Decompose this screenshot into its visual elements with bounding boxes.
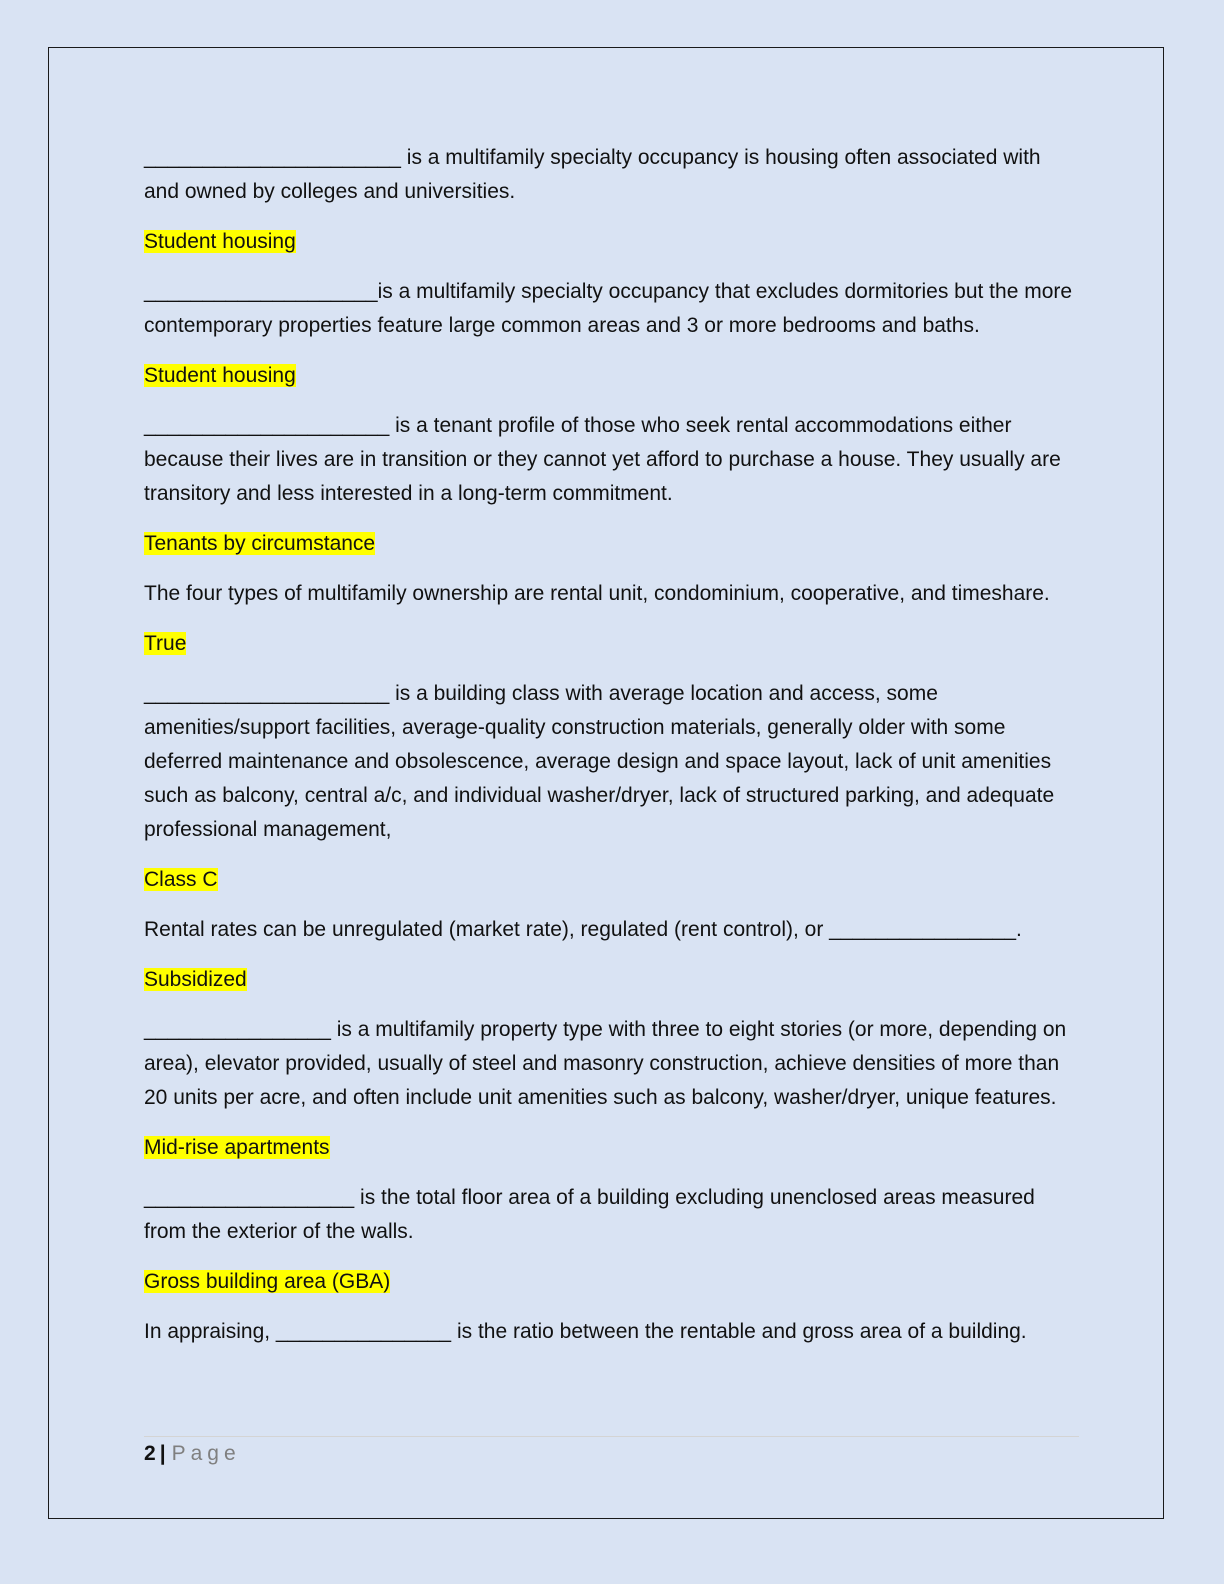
document-page [48, 47, 1164, 1519]
question-1: ______________________ is a multifamily specialty occupancy is housing often associated with and owned by colleges and universities. [144, 146, 1041, 203]
footer-separator: | [159, 1442, 166, 1465]
document-body [144, 141, 1079, 1365]
question-5: _____________________ is a building class with average location and access, some amenities/support facilities, average-quality construction materials, generally older with some deferred maintenance and obsolescence, average design and space layout, lack of unit amenities such as balcony, central a/c, and individual washer/dryer, lack of structured parking, and adequate professional management, [144, 682, 1055, 841]
answer-5-highlight: Class C [144, 868, 218, 891]
answer-6-highlight: Subsidized [144, 968, 247, 991]
answer-2-highlight: Student housing [144, 364, 296, 387]
question-6: Rental rates can be unregulated (market rate), regulated (rent control), or ________________. [144, 918, 1022, 941]
answer-3-highlight: Tenants by circumstance [144, 532, 376, 555]
answer-7 [144, 1131, 1079, 1165]
answer-4 [144, 627, 1079, 661]
answer-4-highlight: True [144, 632, 187, 655]
answer-2 [144, 359, 1079, 393]
answer-3 [144, 527, 1079, 561]
question-4: The four types of multifamily ownership are rental unit, condominium, cooperative, and timeshare. [144, 582, 1050, 605]
answer-5 [144, 863, 1079, 897]
answer-8-highlight: Gross building area (GBA) [144, 1270, 391, 1293]
answer-8 [144, 1265, 1079, 1299]
question-8: __________________ is the total floor area of a building excluding unenclosed areas measured from the exterior of the walls. [144, 1186, 1035, 1243]
answer-6 [144, 963, 1079, 997]
answer-7-highlight: Mid-rise apartments [144, 1136, 330, 1159]
answer-1-highlight: Student housing [144, 230, 296, 253]
question-3: _____________________ is a tenant profile of those who seek rental accommodations either because their lives are in transition or they cannot yet afford to purchase a house. They usually are transitory and less interested in a long-term commitment. [144, 414, 1061, 505]
question-9: In appraising, _______________ is the ratio between the rentable and gross area of a building. [144, 1320, 1027, 1343]
question-2: ____________________is a multifamily specialty occupancy that excludes dormitories but the more contemporary properties feature large common areas and 3 or more bedrooms and baths. [144, 280, 1073, 337]
page-footer [144, 1440, 241, 1468]
page-label: Page [171, 1442, 241, 1465]
answer-1 [144, 225, 1079, 259]
page-number: 2 [144, 1442, 156, 1465]
question-7: ________________ is a multifamily property type with three to eight stories (or more, depending on area), elevator provided, usually of steel and masonry construction, achieve densities of more than 20 units per acre, and often include unit amenities such as balcony, washer/dryer, unique features. [144, 1018, 1067, 1109]
footer-divider [144, 1436, 1079, 1437]
